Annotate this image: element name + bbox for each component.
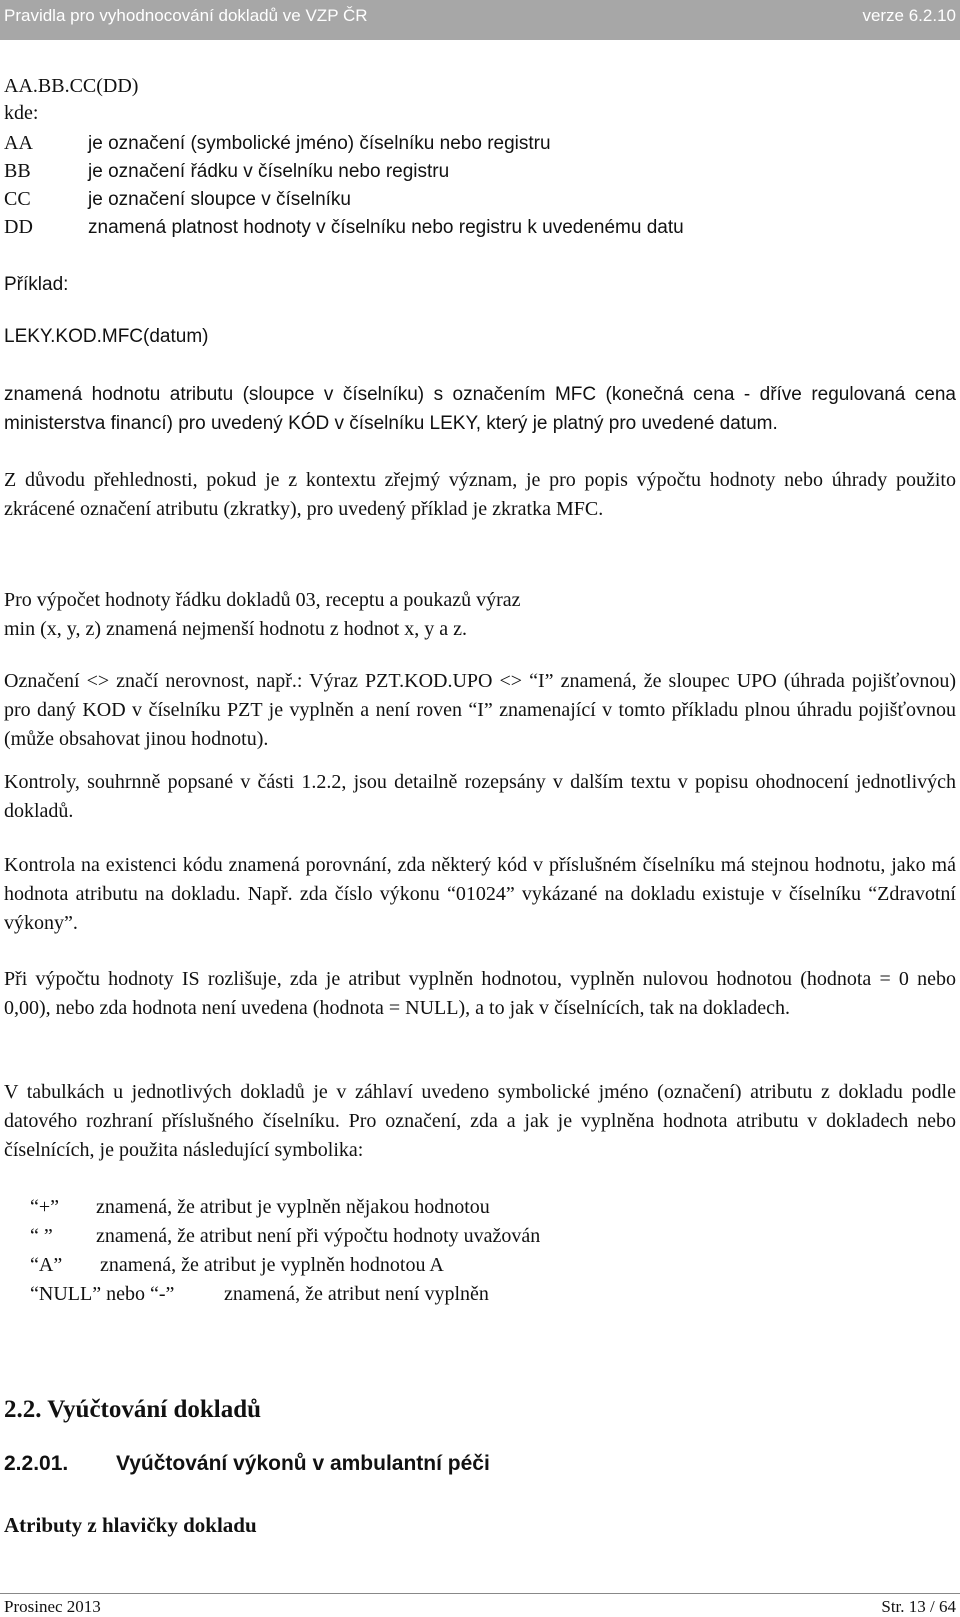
page-number: Str. 13 / 64 (881, 1597, 956, 1616)
symbol-mark: “+” (30, 1196, 60, 1218)
paragraph-min-line2: min (x, y, z) znamená nejmenší hodnotu z hodnot x, y a z. (4, 618, 468, 640)
definition-text: je označení (symbolické jméno) číselníku nebo registru (88, 133, 551, 154)
definition-code: BB (4, 160, 31, 182)
paragraph-abbreviations: Z důvodu přehlednosti, pokud je z kontextu zřejmý význam, je pro popis výpočtu hodnoty nebo úhrady použito zkrácené označení atributu (zkratky), pro uvedený příklad je zkratka MFC. (4, 469, 956, 520)
definition-code: CC (4, 188, 31, 210)
definition-code: DD (4, 216, 33, 238)
symbol-mark: “ ” (30, 1225, 53, 1247)
syntax-formula: AA.BB.CC(DD) (4, 75, 139, 97)
paragraph-inequality: Označení <> značí nerovnost, např.: Výraz PZT.KOD.UPO <> “I” znamená, že sloupec UPO (úhrada pojišťovnou) pro daný KOD v číselníku PZT je vyplněn a není roven “I” znamenající v tomto příkladu plnou úhradu pojišťovnou (může obsahovat jinou hodnotu). (4, 670, 956, 750)
document-title: Pravidla pro vyhodnocování dokladů ve VZP ČR (4, 6, 368, 25)
footer-divider (0, 1593, 960, 1594)
section-heading: 2.2. Vyúčtování dokladů (4, 1396, 262, 1423)
symbol-mark: “NULL” nebo “-” (30, 1283, 175, 1305)
subsection-number: 2.2.01. (4, 1452, 69, 1475)
definition-code: AA (4, 132, 33, 154)
paragraph-checks: Kontroly, souhrnně popsané v části 1.2.2, jsou detailně rozepsány v dalším textu v popisu ohodnocení jednotlivých dokladů. (4, 771, 956, 822)
symbol-mark: “A” (30, 1254, 63, 1276)
definition-text: je označení sloupce v číselníku (88, 189, 351, 210)
page-header (0, 0, 960, 40)
symbol-meaning: znamená, že atribut je vyplněn nějakou hodnotou (96, 1196, 490, 1218)
example-formula: LEKY.KOD.MFC(datum) (4, 326, 209, 347)
footer-date: Prosinec 2013 (4, 1597, 101, 1616)
example-label: Příklad: (4, 274, 69, 295)
symbol-meaning: znamená, že atribut není při výpočtu hodnoty uvažován (96, 1225, 541, 1247)
paragraph-null-values: Při výpočtu hodnoty IS rozlišuje, zda je atribut vyplněn hodnotou, vyplněn nulovou hodnotou (hodnota = 0 nebo 0,00), nebo zda hodnota není uvedena (hodnota = NULL), a to jak v číselnících, tak na dokladech. (4, 968, 956, 1019)
paragraph-min-line1: Pro výpočet hodnoty řádku dokladů 03, receptu a poukazů výraz (4, 589, 521, 611)
subsection-title: Vyúčtování výkonů v ambulantní péči (116, 1452, 490, 1475)
symbol-meaning: znamená, že atribut není vyplněn (224, 1283, 489, 1305)
syntax-where: kde: (4, 102, 39, 124)
example-meaning: znamená hodnotu atributu (sloupce v číselníku) s označením MFC (konečná cena - dříve regulovaná cena ministerstva financí) pro uvedený KÓD v číselníku LEKY, který je platný pro uvedené datum. (4, 384, 956, 434)
symbol-meaning: znamená, že atribut je vyplněn hodnotou A (100, 1254, 444, 1276)
document-version: verze 6.2.10 (862, 6, 956, 25)
paragraph-existence: Kontrola na existenci kódu znamená porovnání, zda některý kód v příslušném číselníku má stejnou hodnotu, jako má hodnota atributu na dokladu. Např. zda číslo výkonu “01024” vykázané na dokladu existuje v číselníku “Zdravotní výkony”. (4, 854, 956, 934)
subheading: Atributy z hlavičky dokladu (4, 1513, 257, 1537)
definition-text: je označení řádku v číselníku nebo registru (88, 161, 450, 182)
paragraph-table-symbols: V tabulkách u jednotlivých dokladů je v záhlaví uvedeno symbolické jméno (označení) atributu z dokladu podle datového rozhraní příslušného číselníku. Pro označení, zda a jak je vyplněna hodnota atributu v dokladech nebo číselnících, je použita následující symbolika: (4, 1081, 956, 1161)
definition-text: znamená platnost hodnoty v číselníku nebo registru k uvedenému datu (88, 217, 684, 238)
